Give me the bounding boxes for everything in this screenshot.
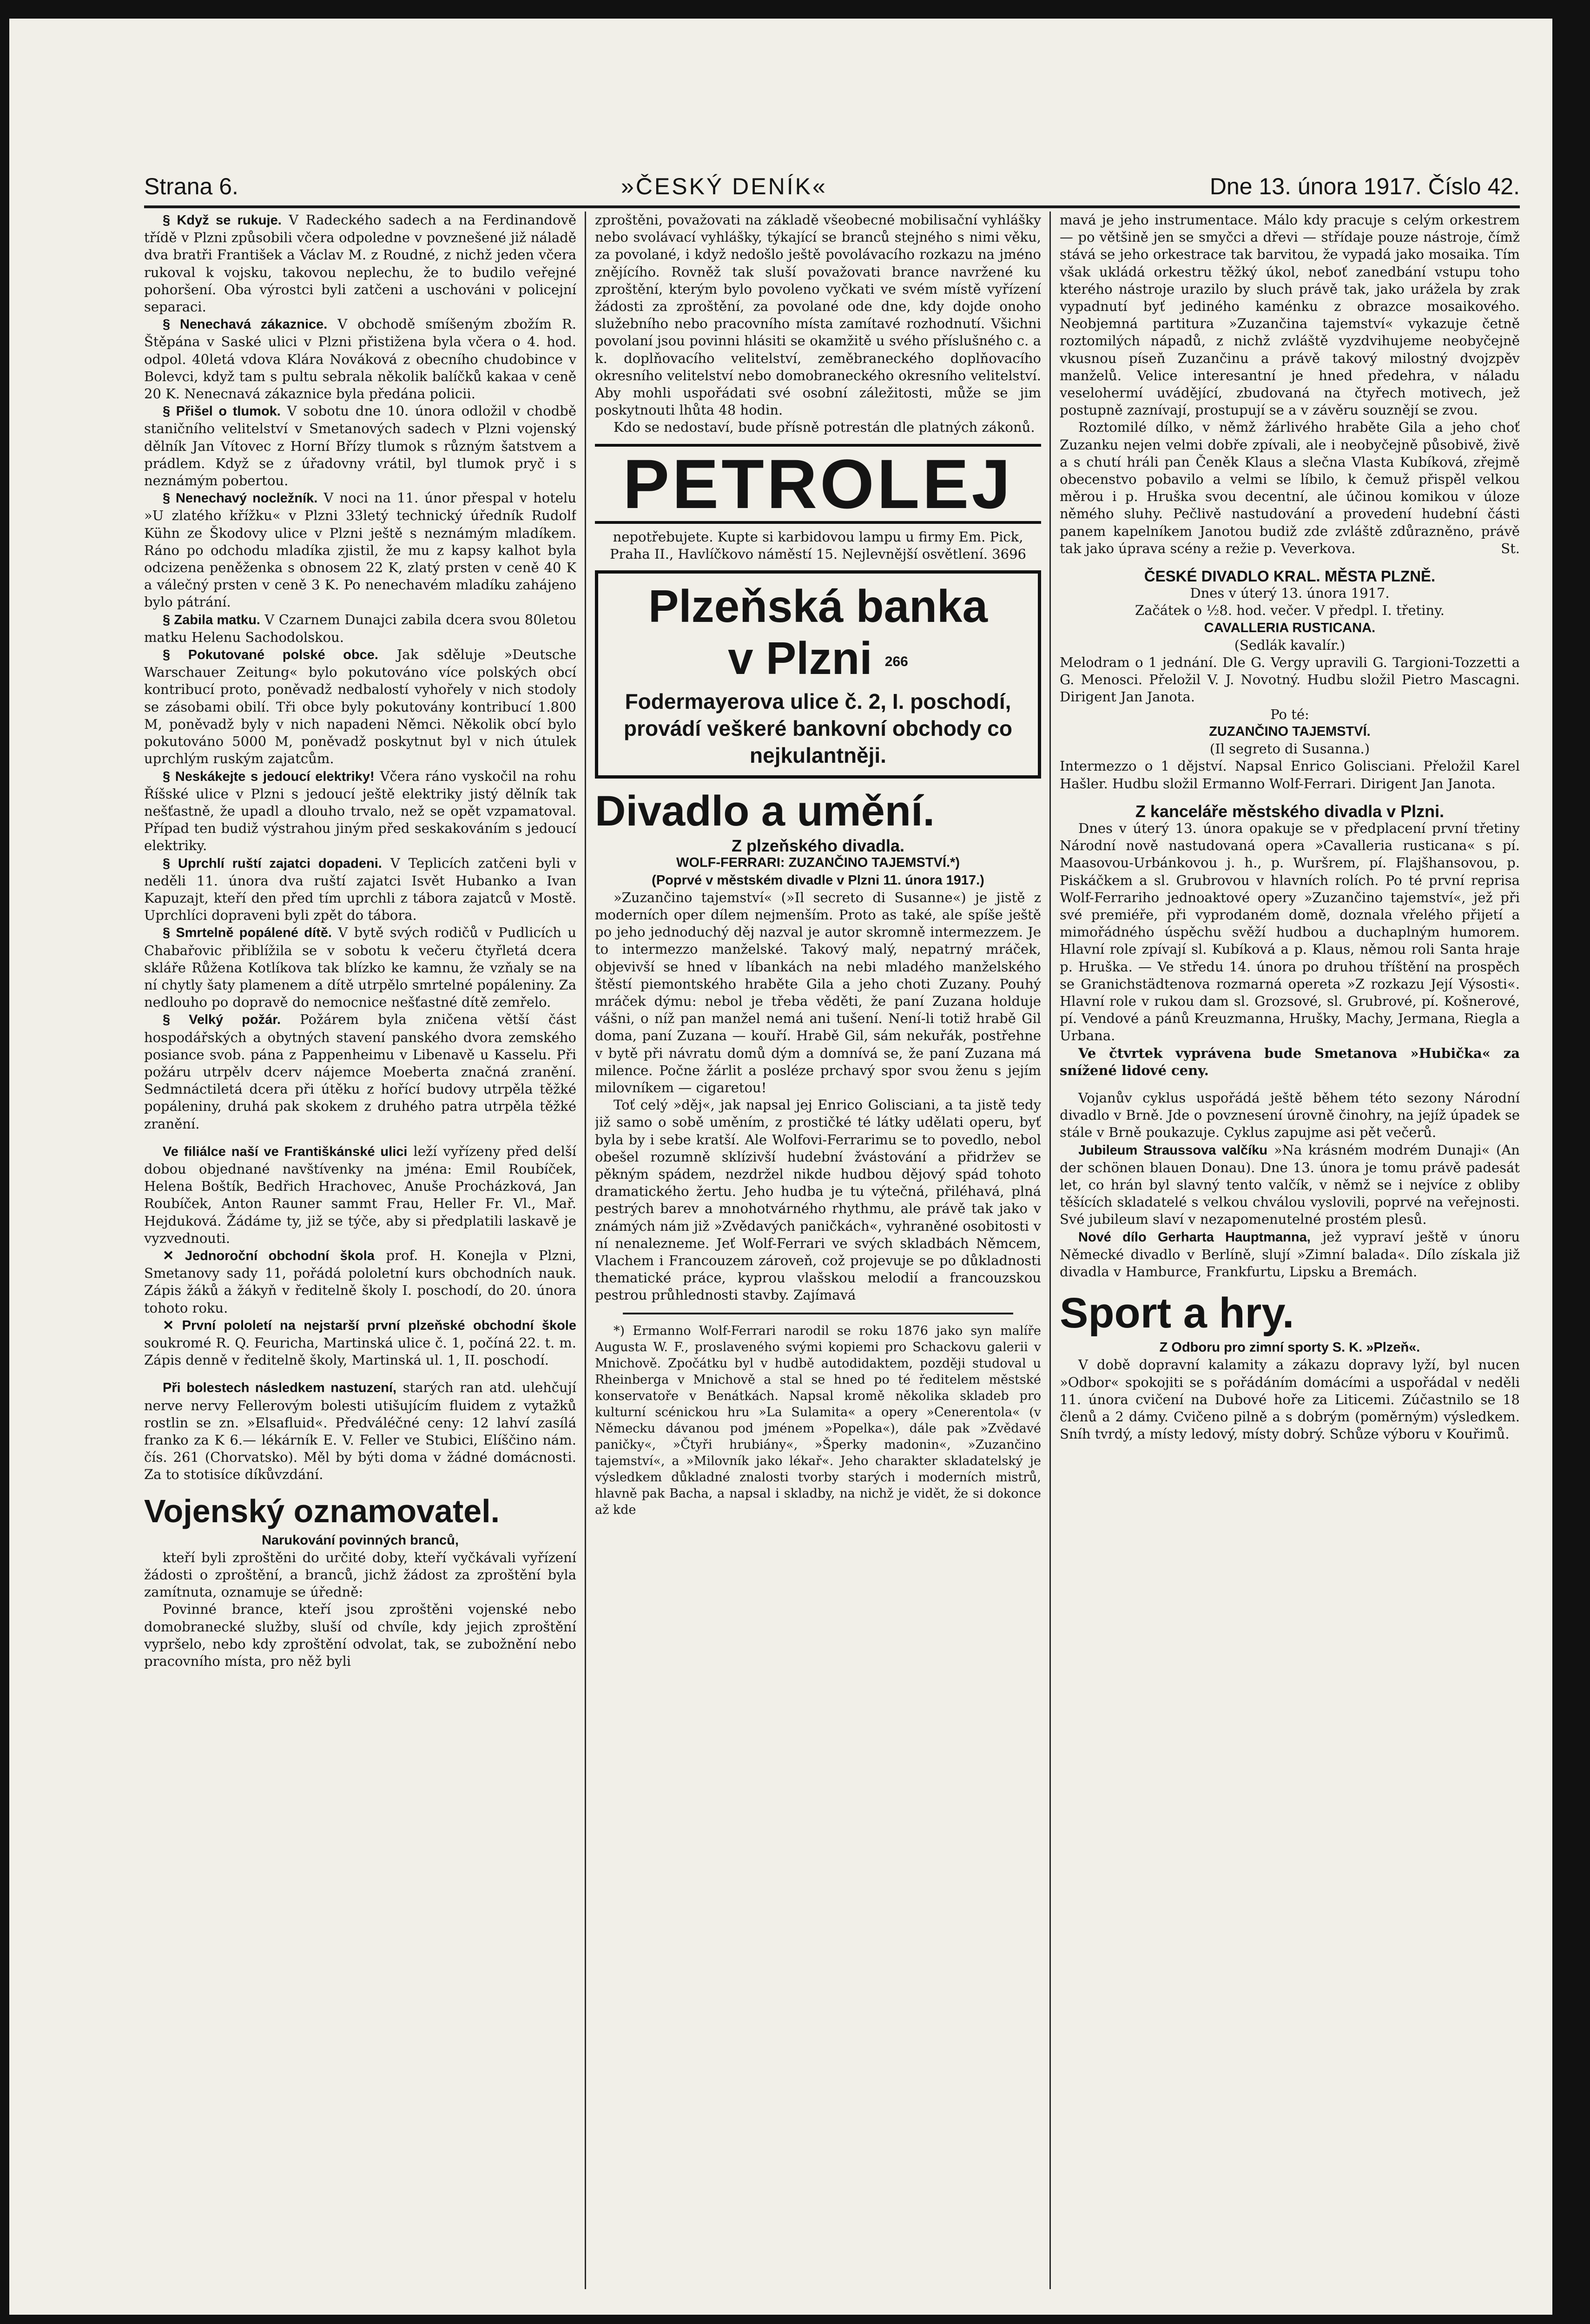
programme-time: Začátek o ½8. hod. večer. V předpl. I. třetiny. (1135, 602, 1445, 619)
paragraph: Roztomilé dílko, v němž žárlivého hraběte Gila a jeho choť Zuzanku nejen velmi dobře zpívali, ale i neobyčejně působivě, živě a s chutí hráli pan Čeněk Klaus a slečna Vlasta Kubíková, zřejmě obecenstvo pobavilo a velmi se líbilo, k čemuž přispěl velkou měrou i p. Hruška svou decentní, ale účinou komikou v úloze němého sluhy. Pečlivě nastudování a provedení hudební části panem kapelníkem Janotou budiž zde zvláště zdůrazněno, právě tak jako úprava scény a režie p. Veverkova. St. (1060, 419, 1520, 557)
bank-city: v Plzni 266 (728, 633, 908, 684)
bank-name: Plzeňská banka (648, 581, 988, 632)
paragraph: zproštěni, považovati na základě všeobecné mobilisační vyhlášky nebo svolávací vyhlášky, týkající se branců stejného s nimi věku, za povolané, i když nedošlo ještě povolávacího rozkazu na jméno znějícího. Rovněž tak sluší považovati brance navržené ku zproštění, kterým bylo povoleno vyčkati ve svém místě vyřízení žádosti za zproštění, za povolané ode dne, kdy dojde onoho služebního nebo pracovního místa zamítavé rozhodnutí. Všichni povolaní jsou povinni hlásiti se okamžitě u svého příslušného c. a k. doplňovacího velitelství, zeměbraneckého doplňovacího okresního velitelství nebo domobraneckého okresního velitelství. Aby mohli uspořádati své osobní záležitosti, může se jim poskytnouti lhůta 48 hodin. (595, 212, 1041, 418)
section-subheading: Z plzeňského divadla. (731, 836, 905, 856)
page-header (144, 158, 1520, 208)
play-subtitle: (Sedlák kavalír.) (1234, 637, 1346, 653)
paragraph: Toť celý »děj«, jak napsal jej Enrico Golisciani, a ta jistě tedy již samo o sobě uměním, z prostičké té látky udělati operu, byť byla by i sebe kratší. Ale Wolfovi-Ferrarimu se to povedlo, nebol obešel rozumně sklízivší hudební žvástování a přidržev se pěkným spádem, nezdržel nikde hudbou dějový spád tohoto dramatického žertu. Jeho hudba je tu výtečná, přiléhavá, plná pestrých barev a mnohotvárného rhythmu, ale právě tak jako v známých nám již »Zvědavých paničkách«, vyhraněné osobitosti v ní nenalezneme. Jeť Wolf-Ferrari ve svých skladbách Němcem, Vlachem i Francouzem zároveň, což projevuje se po důkladnosti thematické práce, kyprou vlašskou melodií a francouzskou pestrou průhlednosti stavby. Zajímavá (595, 1097, 1041, 1303)
play-credits: Melodram o 1 jednání. Dle G. Vergy upravili G. Targioni-Tozzetti a G. Menosci. Přeložil V. J. Novotný. Hudbu složil Pietro Mascagni. Dirigent Jan Janota. (1060, 654, 1520, 705)
advert-plzenska-banka (595, 570, 1041, 779)
column-rule (1049, 211, 1051, 2289)
notice-item: Ve filiálce naší ve Františkánské ulici leží vyřízeny před delší dobou objednané navštívenky na jména: Emil Roubíček, Helena Boštík, Bedřich Hrachovec, Anuše Procházková, Jan Roubíček, Anton Rauner sammt Frau, Heller Fr. Vl., Mař. Hejduková. Žádáme ty, již se týče, aby si předplatili laskavě je vyzvednouti. (144, 1143, 576, 1246)
advert-item: Při bolestech následkem nastuzení, starých ran atd. ulehčují nerve nervy Fellerovým bolesti utišujícím fluidem z vytažků rostlin se zn. »Elsafluid«. Předváléčné ceny: 12 lahví zasílá franko za K 6.— lékárník E. V. Feller ve Stubici, Elíščino nám. čís. 261 (Chorvatsko). Měl by býti doma v žádné domácnosti. Za to stotisíce díkůvzdání. (144, 1380, 576, 1483)
newspaper-page (9, 19, 1552, 2315)
advert-headline: PETROLEJ (595, 444, 1041, 524)
article-title: WOLF-FERRARI: ZUZANČINO TAJEMSTVÍ.*) (676, 855, 960, 871)
news-item: § Smrtelně popálené dítě. V bytě svých rodičů v Pudlicích u Chabařovic přiblížila se v sobotu k večeru čtyřletá dcera skláře Růžena Kotlíkova tak blízko ke kamnu, že vzňaly se na ní chytly šaty plamenem a dítě utrpělo smrtelné popáleniny. Za nedlouho po dopravě do nemocnice nešťastné dítě zemřelo. (144, 924, 576, 1010)
column-2 (595, 211, 1041, 2289)
programme-date: Dnes v úterý 13. února 1917. (1190, 585, 1390, 601)
paragraph: kteří byli zproštěni do určité doby, kteří vyčkávali vyřízení žádosti o zproštění, a branců, jichž žádost za zproštění byla zamítnuta, oznamuje se úředně: (144, 1549, 576, 1600)
column-1 (144, 211, 576, 2289)
play-subtitle: (Il segreto di Susanna.) (1209, 741, 1370, 757)
theatre-programme-title: ČESKÉ DIVADLO KRAL. MĚSTA PLZNĚ. (1144, 568, 1436, 585)
section-heading-sport: Sport a hry. (1060, 1289, 1294, 1337)
page-number: Strana 6. (144, 173, 238, 199)
section-heading-military: Vojenský oznamovatel. (144, 1492, 500, 1529)
footnote: *) Ermanno Wolf-Ferrari narodil se roku 1876 jako syn malíře Augusta W. F., proslaveného svými kopiemi pro Schackovu galerii v Mnichově. Zpočátku byl v hudbě autodidaktem, později studoval u Rheinberga v Mnichově a stal se hned po té ředitelem městské konservatoře v Benátkách. Napsal kromě několika skladeb pro kulturní scénickou hru »La Sulamita« a opery »Cenerentola« (v Německu dávanou pod jménem »Popelka«), dále pak »Zvědavé paničky«, »Čtyři hrubiány«, »Šperky madonin«, »Zuzančino tajemství«, a »Milovník jako lékař«. Jeho charakter skladatelský je výsledkem důkladné znalosti tvorby starých i moderních mistrů, hlavně pak Bacha, a napsal i skladby, na nichž je vidět, že si dokonce až kde (595, 1323, 1041, 1517)
section-subheading: Z Odboru pro zimní sporty S. K. »Plzeň«. (1159, 1340, 1420, 1355)
news-item: Nové dílo Gerharta Hauptmanna, jež vypraví ještě v únoru Německé divadlo v Berlíně, slují »Zimní balada«. Dílo získala již divadla v Hamburce, Frankfurtu, Lipsku a Bremách. (1060, 1228, 1520, 1280)
paragraph: Ve čtvrtek vyprávena bude Smetanova »Hubička« za snížené lidové ceny. (1060, 1045, 1520, 1078)
news-item: § Přišel o tlumok. V sobotu dne 10. února odložil v chodbě staničního velitelství v Smetanových sadech v Plzni vojenský dělník Jan Vítovec z Horní Břízy tlumok s různým šatstvem a prádlem. Když se z úřadovny vrátil, byl tlumok pryč i s neznámým pobertou. (144, 403, 576, 489)
issue-date: Dne 13. února 1917. Číslo 42. (1209, 173, 1520, 199)
news-item: § Pokutované polské obce. Jak sděluje »Deutsche Warschauer Zeitung« bylo pokutováno více polských obcí kontribucí proto, poněvadž nedbalostí vyhořely v nich stodoly se zásobami obilí. Tři obce byly pokutovány kontribucí 1.800 M, poněvadž byly v nich napadeni Němci. Několik obcí bylo pokutováno 5000 M, poněvadž poskytnut byl v nich útulek uprchlým ruským zajatcům. (144, 647, 576, 767)
news-item: § Nenechavá zákaznice. V obchodě smíšeným zbožím R. Štěpána v Saské ulici v Plzni přistižena byla včera o 4. hod. odpol. 40letá vdova Klára Nováková z obecního chudobince v Bolevci, když tam s pultu sebrala několik balíčků kakaa v ceně 20 K. Nenecnavá zákaznice byla předána policii. (144, 316, 576, 402)
notice-item: ✕ Jednoroční obchodní škola prof. H. Konejla v Plzni, Smetanovy sady 11, pořádá pololetní kurs obchodních nauk. Zápis žáků a žákyň v ředitelně školy I. poschodí, do 20. února tohoto roku. (144, 1247, 576, 1316)
news-item: § Velký požár. Požárem byla zničena větší část hospodářských a obytných stavení panského dvora zemského posiance svob. pána z Pappenheimu v Libenavě u Kasselu. Při požáru utrpělv dcerv nájemce Moeberta značná zranění. Sedmnáctiletá dcera při útěku z hořící budovy utrpěla těžké popáleniny, druhá pak skokem z druhého patra utrpěla těžké zranění. (144, 1011, 576, 1132)
section-heading-theatre: Divadlo a umění. (595, 787, 935, 835)
paragraph: mavá je jeho instrumentace. Málo kdy pracuje s celým orkestrem — po většině jen se smyčci a dřevi — střídaje pouze nástroje, čímž stává se jeho orkestrace tak barvitou, že vypadá jako mosaika. Tím však ukládá orkestru těžký úkol, neboť zanedbání vstupu toho kterého nástroje urazilo by sluch právě tak, jako urážela by zrak vypadnutí byť jediného kaménku z obrazce mosaikového. Neobjemná partitura »Zuzančina tajemství« vykazuje četně roztomilých nápadů, z nichž zvláště vyzdvihujeme neobyčejně vkusnou píseň Zuzančinu a právě takový milostný dvojzpěv manželů. Velice interesantní je hned předehra, v náladu veselohermí uvádějící, zbudovaná na čtyřech motivech, jež postupně zaznívají, prostupují se a v závěru souznějí se zvou. (1060, 212, 1520, 418)
paragraph: »Zuzančino tajemství« (»Il secreto di Susanne«) je jistě z moderních oper dílem nejmenším. Proto as také, ale spíše ještě po jeho jednoduchý děj nazval je autor skromně intermezzem. Je to intermezzo manželské. Takový malý, nepatrný mráček, objevivší se hned v líbankách na nebi mladého manželského štěstí piemontského hraběte Gila a jeho choti Zuzany. Pouhý mráček dýmu: nebol je třeba věděti, že paní Zuzana holduje vášni, o níž pan manžel nemá ani tušení. Není-li totiž hrabě Gil doma, paní Zuzana — kouří. Hrabě Gil, sám nekuřák, postřehne v bytě při návratu domů dým a domnívá se, že paní Zuzana má milence. Počne žárlit a posléze prchavý spor svou ženu s jejím milovníkem — cigaretou! (595, 889, 1041, 1096)
section-subheading: Z kanceláře městského divadla v Plzni. (1135, 801, 1445, 821)
news-item: Jubileum Straussova valčíku »Na krásném modrém Dunaji« (An der schönen blauen Donau). Dne 13. února je tomu právě padesát let, co hrán byl slavný tento valčík, v němž se i nejvíce z obliby těšících skladatelé s velkou chválou vyslovili, poprvé na veřejnosti. Své jubileum slaví v nezapomenutelné prostém plesů. (1060, 1142, 1520, 1228)
column-3 (1060, 211, 1520, 2289)
article-subtitle: (Poprvé v městském divadle v Plzni 11. února 1917.) (652, 872, 984, 888)
news-item: § Zabila matku. V Czarnem Dunajci zabila dcera svou 80letou matku Helenu Sachodolskou. (144, 611, 576, 645)
paragraph: Dnes v úterý 13. února opakuje se v předplacení první třetiny Národní nově nastudovaná opera »Cavalleria rusticana« s pí. Maasovou-Urbánkovou j. h., p. Wuršrem, pí. Flajšhansovou, p. Piskáčkem a sl. Grubrovou v hlavních rolích. Po té první reprisa Wolf-Ferrariho jednoaktové opery »Zuzančino tajemství«, jež při své premiéře, při vyprodaném domě, doznala vřelého přijetí a mimořádného úspěchu svěží hudbou a duchaplným humorem. Hlavní role zpívají sl. Kubíková a p. Klaus, němou roli Santa hraje p. Hruška. — Ve středu 14. února po druhou tříštění na prospěch se Granichstädtenova rozmarná opereta »Z rozkazu Její Výsosti«. Hlavní role v rukou dam sl. Grozsové, sl. Grubrové, pí. Košnerové, pí. Vendové a pánů Kreuzmanna, Hrušky, Machy, Jermana, Riegla a Urbana. (1060, 820, 1520, 1044)
play-credits: Intermezzo o 1 dějství. Napsal Enrico Golisciani. Přeložil Karel Hašler. Hudbu složil Ermanno Wolf-Ferrari. Dirigent Jan Janota. (1060, 758, 1520, 792)
play-title: ZUZANČINO TAJEMSTVÍ. (1209, 724, 1371, 739)
bank-address: Fodermayerova ulice č. 2, I. poschodí, (625, 689, 1011, 714)
newspaper-title: »ČESKÝ DENÍK« (620, 173, 827, 199)
notice-item: ✕ První pololetí na nejstarší první plzeňské obchodní škole soukromé R. Q. Feuricha, Martinská ulice č. 1, počíná 22. t. m. Zápis denně v ředitelně školy, Martinská ul. 1, II. poschodí. (144, 1318, 576, 1368)
news-item: § Uprchlí ruští zajatci dopadeni. V Teplicích zatčeni byli v neděli 11. února dva ruští zajatci Isvět Hubanko a Ivan Kapuzajt, kteří den před tím uprchli z tábora zajatců v Mostě. Uprchlíci dopraveni byli zpět do tábora. (144, 855, 576, 924)
bank-services: provádí veškeré bankovní obchody co nejkulantněji. (624, 716, 1012, 768)
author-signature: St. (1501, 540, 1520, 556)
column-rule (585, 211, 586, 2289)
section-subheading: Narukování povinných branců, (262, 1532, 459, 1548)
paragraph: V době dopravní kalamity a zákazu dopravy lyží, byl nucen »Odbor« spokojiti se s pořádáním domácími a uspořádal v neděli 11. února cvičení na Dubové hoře za Liticemi. Zúčastnilo se 18 členů a 2 dámy. Cvičeno pilně a s dobrým (poměrným) výsledkem. Sníh tvrdý, a místy ledový, místy dobrý. Schůze výboru v Kouřimů. (1060, 1357, 1520, 1442)
play-title: CAVALLERIA RUSTICANA. (1204, 620, 1376, 635)
advert-petrolej (595, 444, 1041, 563)
advert-text: nepotřebujete. Kupte si karbidovou lampu u firmy Em. Pick, Praha II., Havlíčkovo náměstí 15. Nejlevnější osvětlení. 3696 (610, 528, 1026, 562)
news-item: § Neskákejte s jedoucí elektriky! Včera ráno vyskočil na rohu Říšské ulice v Plzni s jedoucí ještě elektriky jistý dělník tak nešťastně, že upadl a dlouho trvalo, než se opět vzpamatoval. Případ ten budiž výstrahou jiným před seskakováním s jedoucí elektriky. (144, 768, 576, 854)
paragraph: Vojanův cyklus uspořádá ještě během této sezony Národní divadlo v Brně. Jde o povznesení úrovně činohry, na jejíž úpadek se stále v Brně poukazuje. Cyklus zapujme asi pět večerů. (1060, 1089, 1520, 1141)
paragraph: Kdo se nedostaví, bude přísně potrestán dle platných zákonů. (614, 419, 1035, 436)
programme-connector: Po té: (1270, 706, 1309, 722)
news-item: § Když se rukuje. V Radeckého sadech a na Ferdinandově třídě v Plzni způsobili včera odpoledne v povznešené již náladě dva bratři František a Václav M. z Roudné, z nichž jeden včera rukoval k vojsku, takovou neplechu, že to budilo veřejné pohoršení. Oba výrostci byli zatčeni a uschováni v policejní separaci. (144, 212, 576, 315)
paragraph: Povinné brance, kteří jsou zproštěni vojenské nebo domobranecké služby, sluší od chvíle, kdy jejich zproštění vypršelo, nebo kdy zproštění odvolat, tak, se zubožnění nebo pracovního místa, pro něž byli (144, 1601, 576, 1670)
news-item: § Nenechavý nocležník. V noci na 11. únor přespal v hotelu »U zlatého křížku« v Plzni 33letý technický úředník Rudolf Kühn ze Škodovy ulice v Plzni ještě s neznámým mladíkem. Ráno po odchodu mladíka zjistil, že mu z kapsy kalhot byla odcizena peněženka s obnosem 22 K, zlatý prsten v ceně 40 K a válečný prsten v ceně 3 K. Po nenechavém mladíku zahájeno bylo pátrání. (144, 490, 576, 610)
footnote-rule (623, 1313, 1013, 1314)
